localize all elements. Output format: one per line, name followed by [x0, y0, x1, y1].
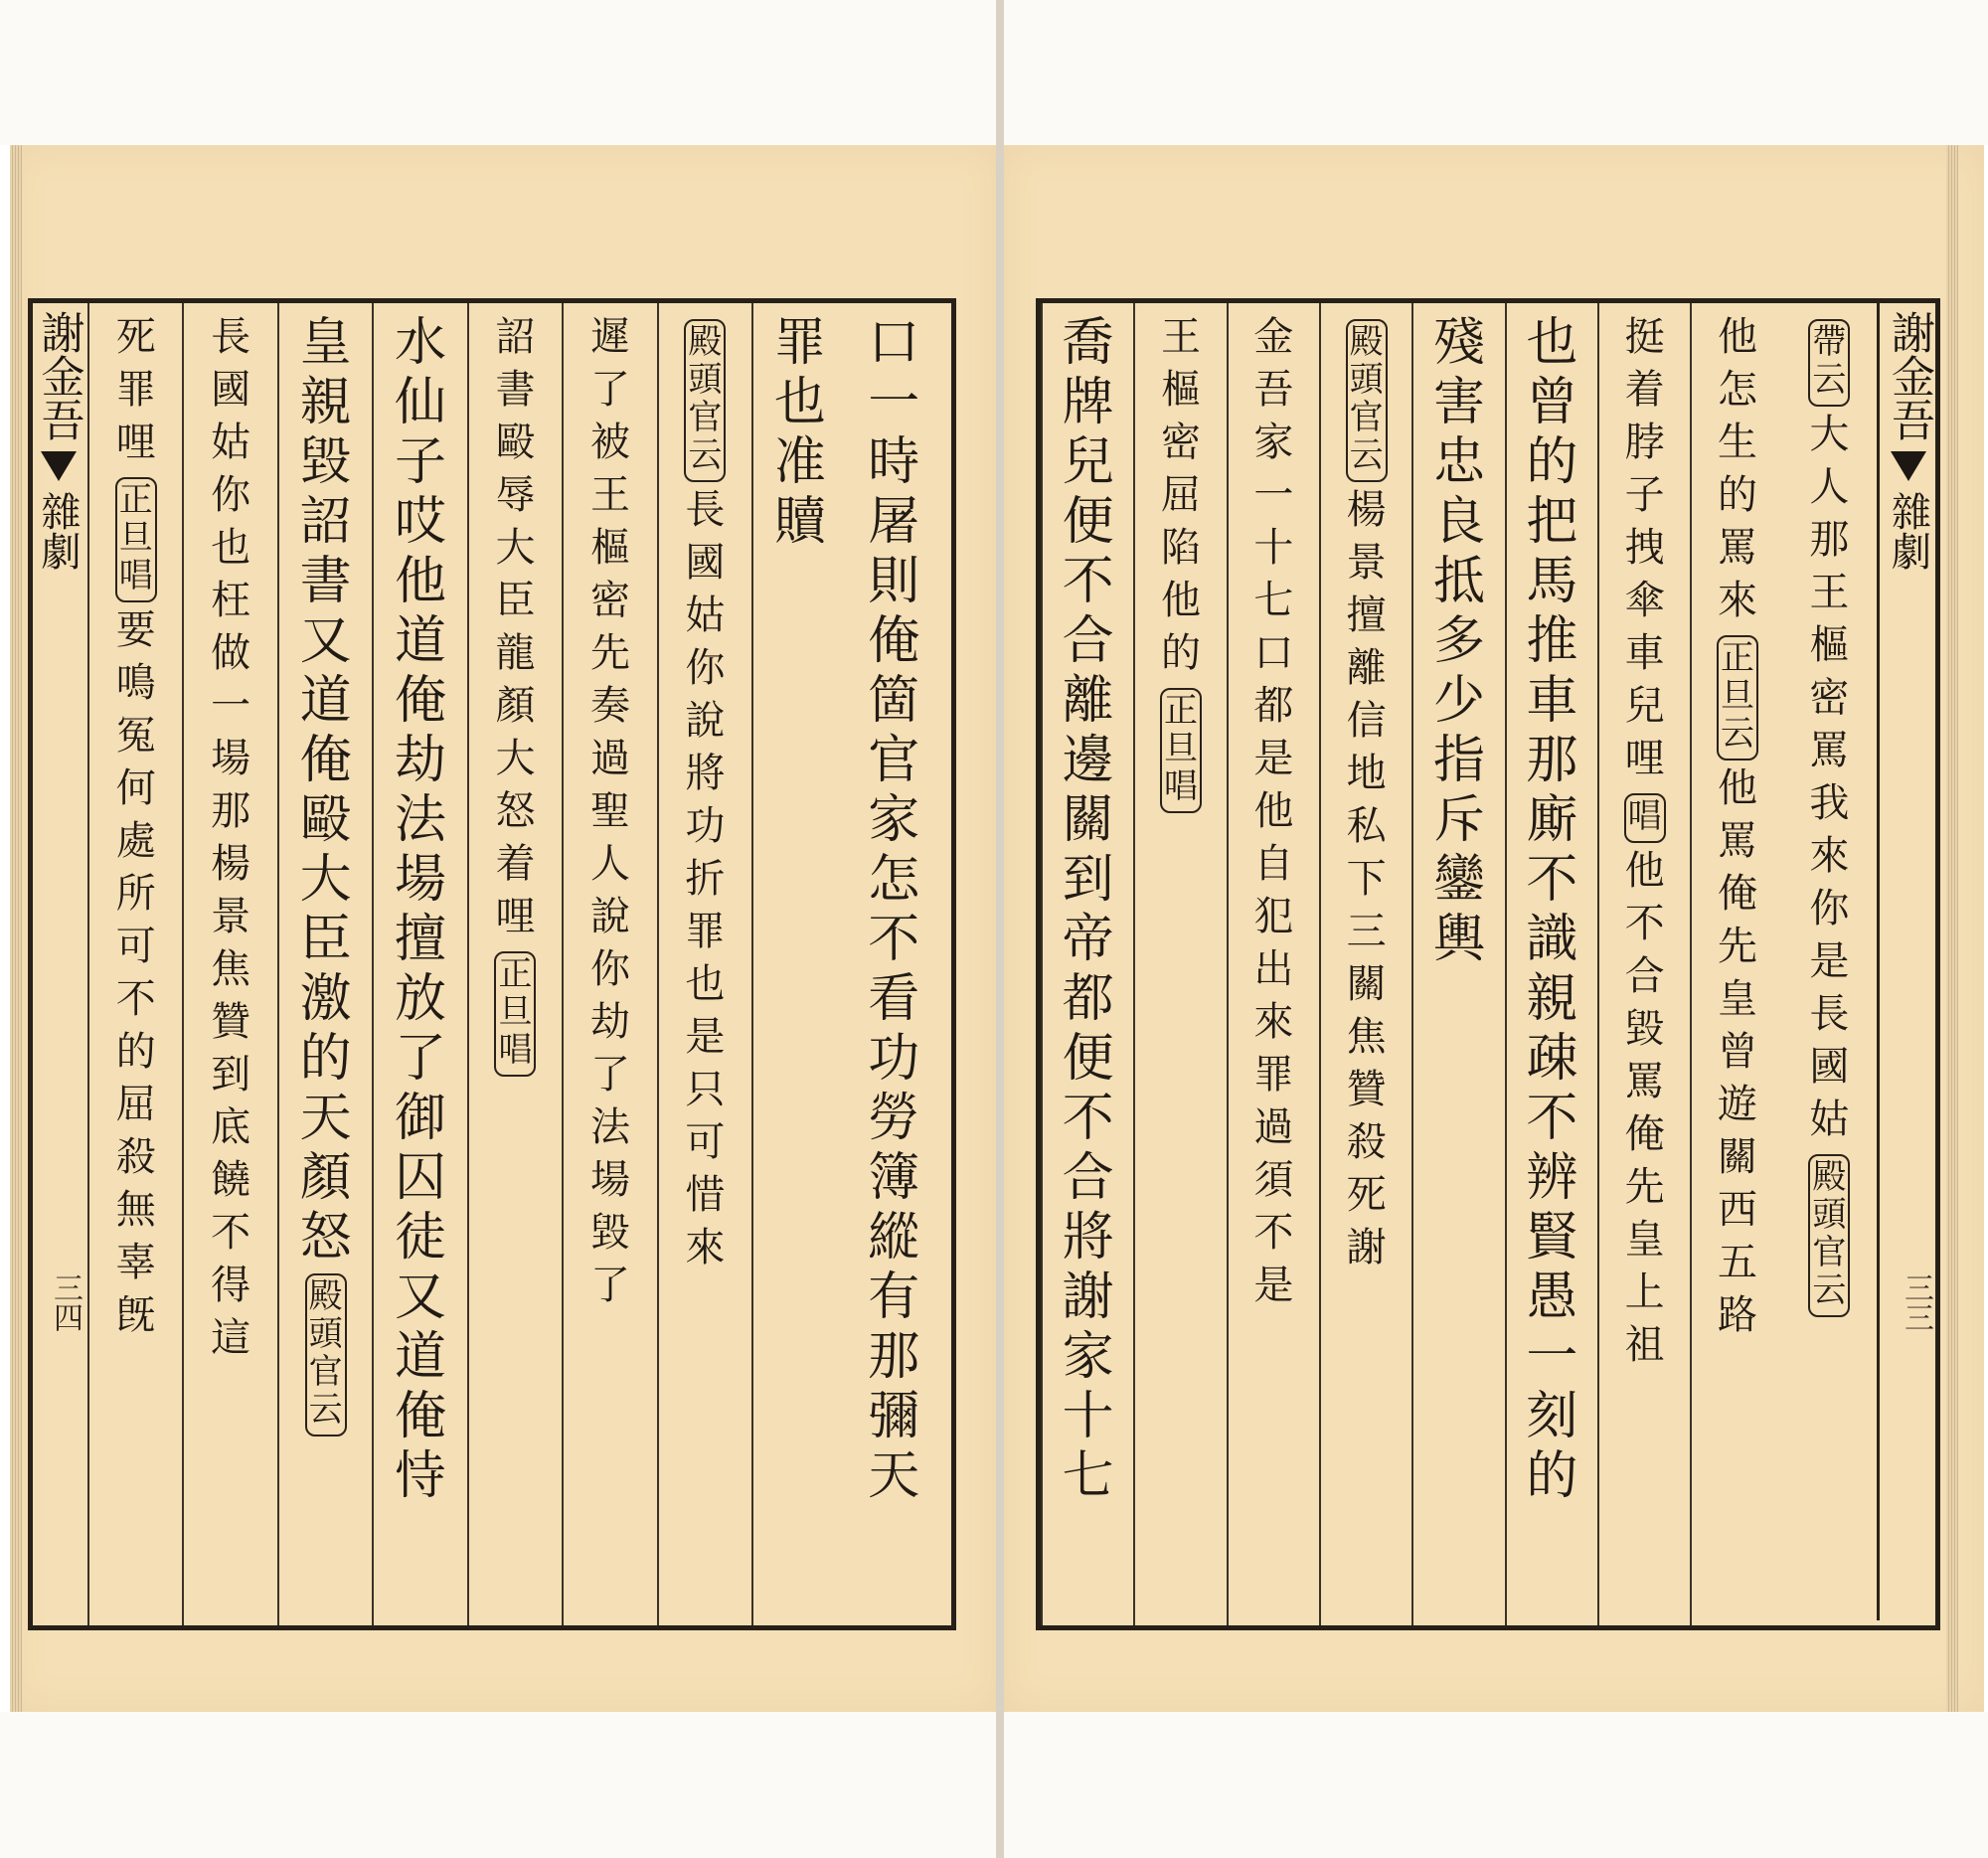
column-text: 大 人 那 王 樞 密 罵 我 來 [1809, 412, 1850, 879]
text-column [467, 303, 562, 1625]
text-column [87, 303, 182, 1625]
white-margin-top [0, 0, 1988, 145]
role-marker: 唱 [1624, 793, 1666, 843]
column-text: 也 曾 的 把 馬 推 車 那 廝 不 識 親 疎 不 辨 賢 愚 一 刻 的 [1526, 313, 1578, 1506]
column-text: 金 吾 家 一 十 七 口 都 是 他 自 犯 出 來 罪 過 須 不 是 [1253, 314, 1294, 1308]
column-text: 口 一 時 屠 則 俺 箇 官 家 怎 不 看 功 勞 簿 縱 有 那 彌 天 [868, 313, 920, 1506]
right-banxin [1877, 298, 1937, 1620]
role-marker: 正 旦 唱 [115, 477, 157, 602]
book-gutter [996, 0, 1004, 1858]
right-page-frame [1036, 298, 1940, 1630]
text-column [562, 303, 656, 1625]
text-column [1690, 303, 1782, 1625]
right-banxin-title: 謝金吾 [1884, 310, 1934, 441]
column-text-cont: 要 鳴 冤 何 處 所 可 不 的 屈 殺 無 辜 旣 [115, 607, 156, 1338]
role-marker: 殿 頭 官 云 [305, 1273, 347, 1436]
text-column [1133, 303, 1226, 1625]
right-fish-tail-mark [1891, 451, 1926, 481]
text-column [372, 303, 466, 1625]
column-text-cont: 他 不 合 毀 罵 俺 先 皇 上 祖 [1624, 848, 1665, 1368]
column-text: 喬 牌 兒 便 不 合 離 邊 關 到 帝 都 便 不 合 將 謝 家 十 七 [1062, 313, 1114, 1506]
text-column [182, 303, 276, 1625]
column-text-cont: 他 罵 俺 先 皇 曾 遊 關 西 五 路 [1717, 765, 1757, 1338]
column-text: 殘 害 忠 良 抵 多 少 指 斥 鑾 輿 [1432, 313, 1485, 969]
text-column [277, 303, 372, 1625]
text-column [1411, 303, 1504, 1625]
text-column [1505, 303, 1597, 1625]
left-banxin-label: 雜劇 [35, 491, 81, 571]
column-text: 皇 親 毀 詔 書 又 道 俺 毆 大 臣 激 的 天 顏 怒 [299, 313, 352, 1267]
column-text: 楊 景 擅 離 信 地 私 下 三 關 焦 贊 殺 死 謝 [1346, 487, 1387, 1270]
column-text: 水 仙 子 哎 他 道 俺 劫 法 場 擅 放 了 御 囚 徒 又 道 俺 恃 [395, 313, 447, 1506]
left-banxin [28, 298, 85, 1620]
right-banxin-label: 雜劇 [1885, 491, 1931, 571]
text-column [1319, 303, 1411, 1625]
column-text: 王 樞 密 屈 陷 他 的 [1160, 314, 1201, 676]
column-text: 詔 書 毆 辱 大 臣 龍 顏 大 怒 着 哩 [495, 314, 536, 939]
column-text: 遲 了 被 王 樞 密 先 奏 過 聖 人 說 你 劫 了 法 場 毀 了 [589, 314, 630, 1308]
column-text: 他 怎 生 的 罵 來 [1717, 314, 1757, 623]
white-margin-bottom [0, 1712, 1988, 1858]
column-text: 死 罪 哩 [115, 314, 156, 465]
text-column [751, 303, 846, 1625]
column-text: 罪 也 准 贖 [773, 313, 826, 552]
column-text: 挺 着 脖 子 拽 傘 車 兒 哩 [1624, 314, 1665, 781]
text-column [657, 303, 751, 1625]
role-marker: 殿 頭 官 云 [1808, 1154, 1850, 1317]
column-text: 長 國 姑 你 說 將 功 折 罪 也 是 只 可 惜 來 [685, 487, 726, 1270]
left-page-edges [10, 145, 22, 1712]
column-text: 長 國 姑 你 也 枉 做 一 場 那 楊 景 焦 贊 到 底 饒 不 得 這 [211, 314, 251, 1361]
role-marker: 正 旦 唱 [1160, 688, 1202, 813]
left-fish-tail-mark [41, 451, 77, 481]
column-text-cont: 你 是 長 國 姑 [1809, 886, 1850, 1142]
text-column [1783, 303, 1876, 1625]
left-banxin-title: 謝金吾 [33, 310, 84, 441]
text-column [1597, 303, 1690, 1625]
left-page-number: 三四 [48, 1272, 83, 1332]
role-marker: 殿 頭 官 云 [684, 319, 726, 482]
text-column [847, 303, 941, 1625]
right-page-number: 三三 [1899, 1272, 1933, 1332]
right-page-edges [1946, 145, 1958, 1712]
left-page-frame [28, 298, 956, 1630]
role-marker: 帶 云 [1808, 319, 1850, 407]
text-column [1227, 303, 1319, 1625]
role-marker: 正 旦 唱 [494, 951, 536, 1077]
text-column [1041, 303, 1133, 1625]
role-marker: 正 旦 云 [1717, 635, 1758, 760]
role-marker: 殿 頭 官 云 [1346, 319, 1388, 482]
